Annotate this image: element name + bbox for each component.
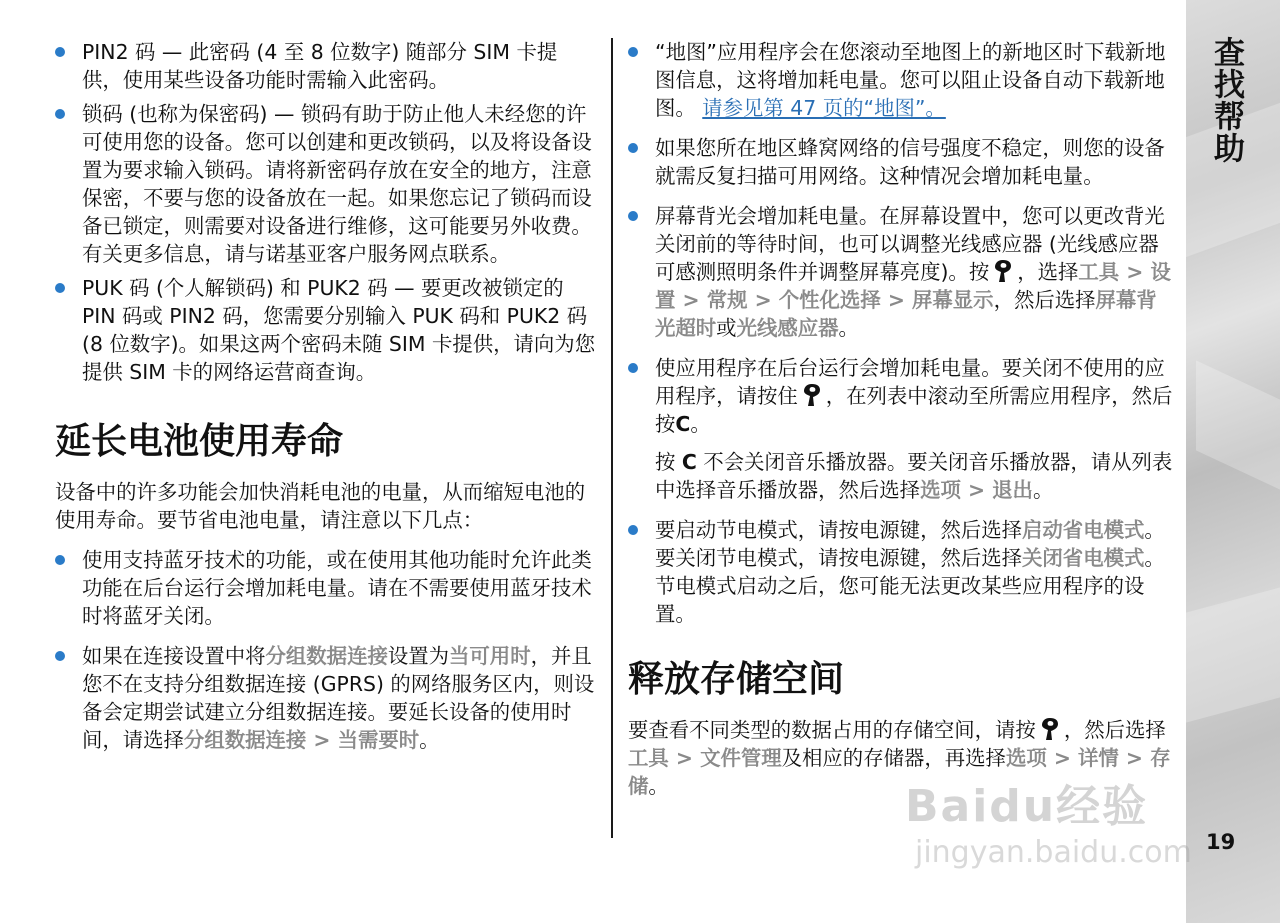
watermark-url: jingyan.baidu.com [915, 835, 1192, 870]
storage-paragraph: 要查看不同类型的数据占用的存储空间，请按 ，然后选择工具 > 文件管理及相应的存储器，再选择选项 > 详情 > 存储。 [628, 718, 1171, 798]
section-intro: 设备中的许多功能会加快消耗电池的电量，从而缩短电池的使用寿命。要节省电池电量，请注意以下几点： [55, 480, 586, 532]
right-column [628, 38, 1173, 800]
menu-key-icon [1040, 716, 1060, 742]
menu-path: 当需要时 [337, 728, 420, 752]
list-item: 使用支持蓝牙技术的功能，或在使用其他功能时允许此类功能在后台运行会增加耗电量。请在不需要使用蓝牙技术时将蓝牙关闭。 [55, 546, 597, 630]
list-item: PUK 码 (个人解锁码) 和 PUK2 码 — 要更改被锁定的 PIN 码或 PIN2 码，您需要分别输入 PUK 码和 PUK2 码 (8 位数字)。如果这两个密码未随 SIM 卡提供，请向为您提供 SIM 卡的网络运营商查询。 [55, 274, 597, 386]
sidebar-title: 查找帮助 [1208, 36, 1244, 164]
maps-link[interactable]: 请参见第 47 页的“地图”。 [702, 96, 946, 120]
page-number: 19 [1206, 830, 1236, 854]
menu-key-icon [802, 382, 822, 408]
menu-key-icon [993, 258, 1013, 284]
section-heading-battery: 延长电池使用寿命 [55, 421, 344, 462]
list-item: 如果您所在地区蜂窝网络的信号强度不稳定，则您的设备就需反复扫描可用网络。这种情况会增加耗电量。 [628, 134, 1173, 190]
list-item: 如果在连接设置中将分组数据连接设置为当可用时，并且您不在支持分组数据连接 (GPRS) 的网络服务区内，则设备会定期尝试建立分组数据连接。要延长设备的使用时间，请选择分组数据连接 > 当需要时。 [55, 642, 597, 754]
list-item: 锁码 (也称为保密码) — 锁码有助于防止他人未经您的许可使用您的设备。您可以创建和更改锁码，以及将设备设置为要求输入锁码。请将新密码存放在安全的地方，注意保密，不要与您的设备放在一起。如果您忘记了锁码而设备已锁定，则需要对设备进行维修，这可能要另外收费。有关更多信息，请与诺基亚客户服务网点联系。 [55, 100, 597, 268]
menu-path: 分组数据连接 [265, 644, 388, 668]
list-item: “地图”应用程序会在您滚动至地图上的新地区时下载新地图信息，这将增加耗电量。您可以阻止设备自动下载新地图。 请参见第 47 页的“地图”。 [628, 38, 1173, 122]
list-item: 使应用程序在后台运行会增加耗电量。要关闭不使用的应用程序，请按住 ，在列表中滚动至所需应用程序，然后按C。 [628, 354, 1173, 438]
menu-path: 当可用时 [449, 644, 531, 668]
menu-path: 分组数据连接 [183, 728, 307, 752]
list-item: 要启动节电模式，请按电源键，然后选择启动省电模式。要关闭节电模式，请按电源键，然后选择关闭省电模式。节电模式启动之后，您可能无法更改某些应用程序的设置。 [628, 516, 1173, 628]
column-divider [611, 38, 613, 838]
list-item: PIN2 码 — 此密码 (4 至 8 位数字) 随部分 SIM 卡提供，使用某些设备功能时需输入此密码。 [55, 38, 597, 94]
list-item: 屏幕背光会增加耗电量。在屏幕设置中，您可以更改背光关闭前的等待时间，也可以调整光线感应器 (光线感应器可感测照明条件并调整屏幕亮度)。按 ，选择工具 > 设置 > 常规 > 个性化选择 > 屏幕显示，然后选择屏幕背光超时或光线感应器。 [628, 202, 1173, 342]
left-column [55, 38, 597, 760]
note-paragraph: 按 C 不会关闭音乐播放器。要关闭音乐播放器，请从列表中选择音乐播放器，然后选择选项 > 退出。 [655, 450, 1173, 502]
key-c: C [675, 412, 691, 436]
section-heading-storage: 释放存储空间 [628, 659, 845, 700]
watermark-logo: Baidu经验 [905, 781, 1149, 832]
